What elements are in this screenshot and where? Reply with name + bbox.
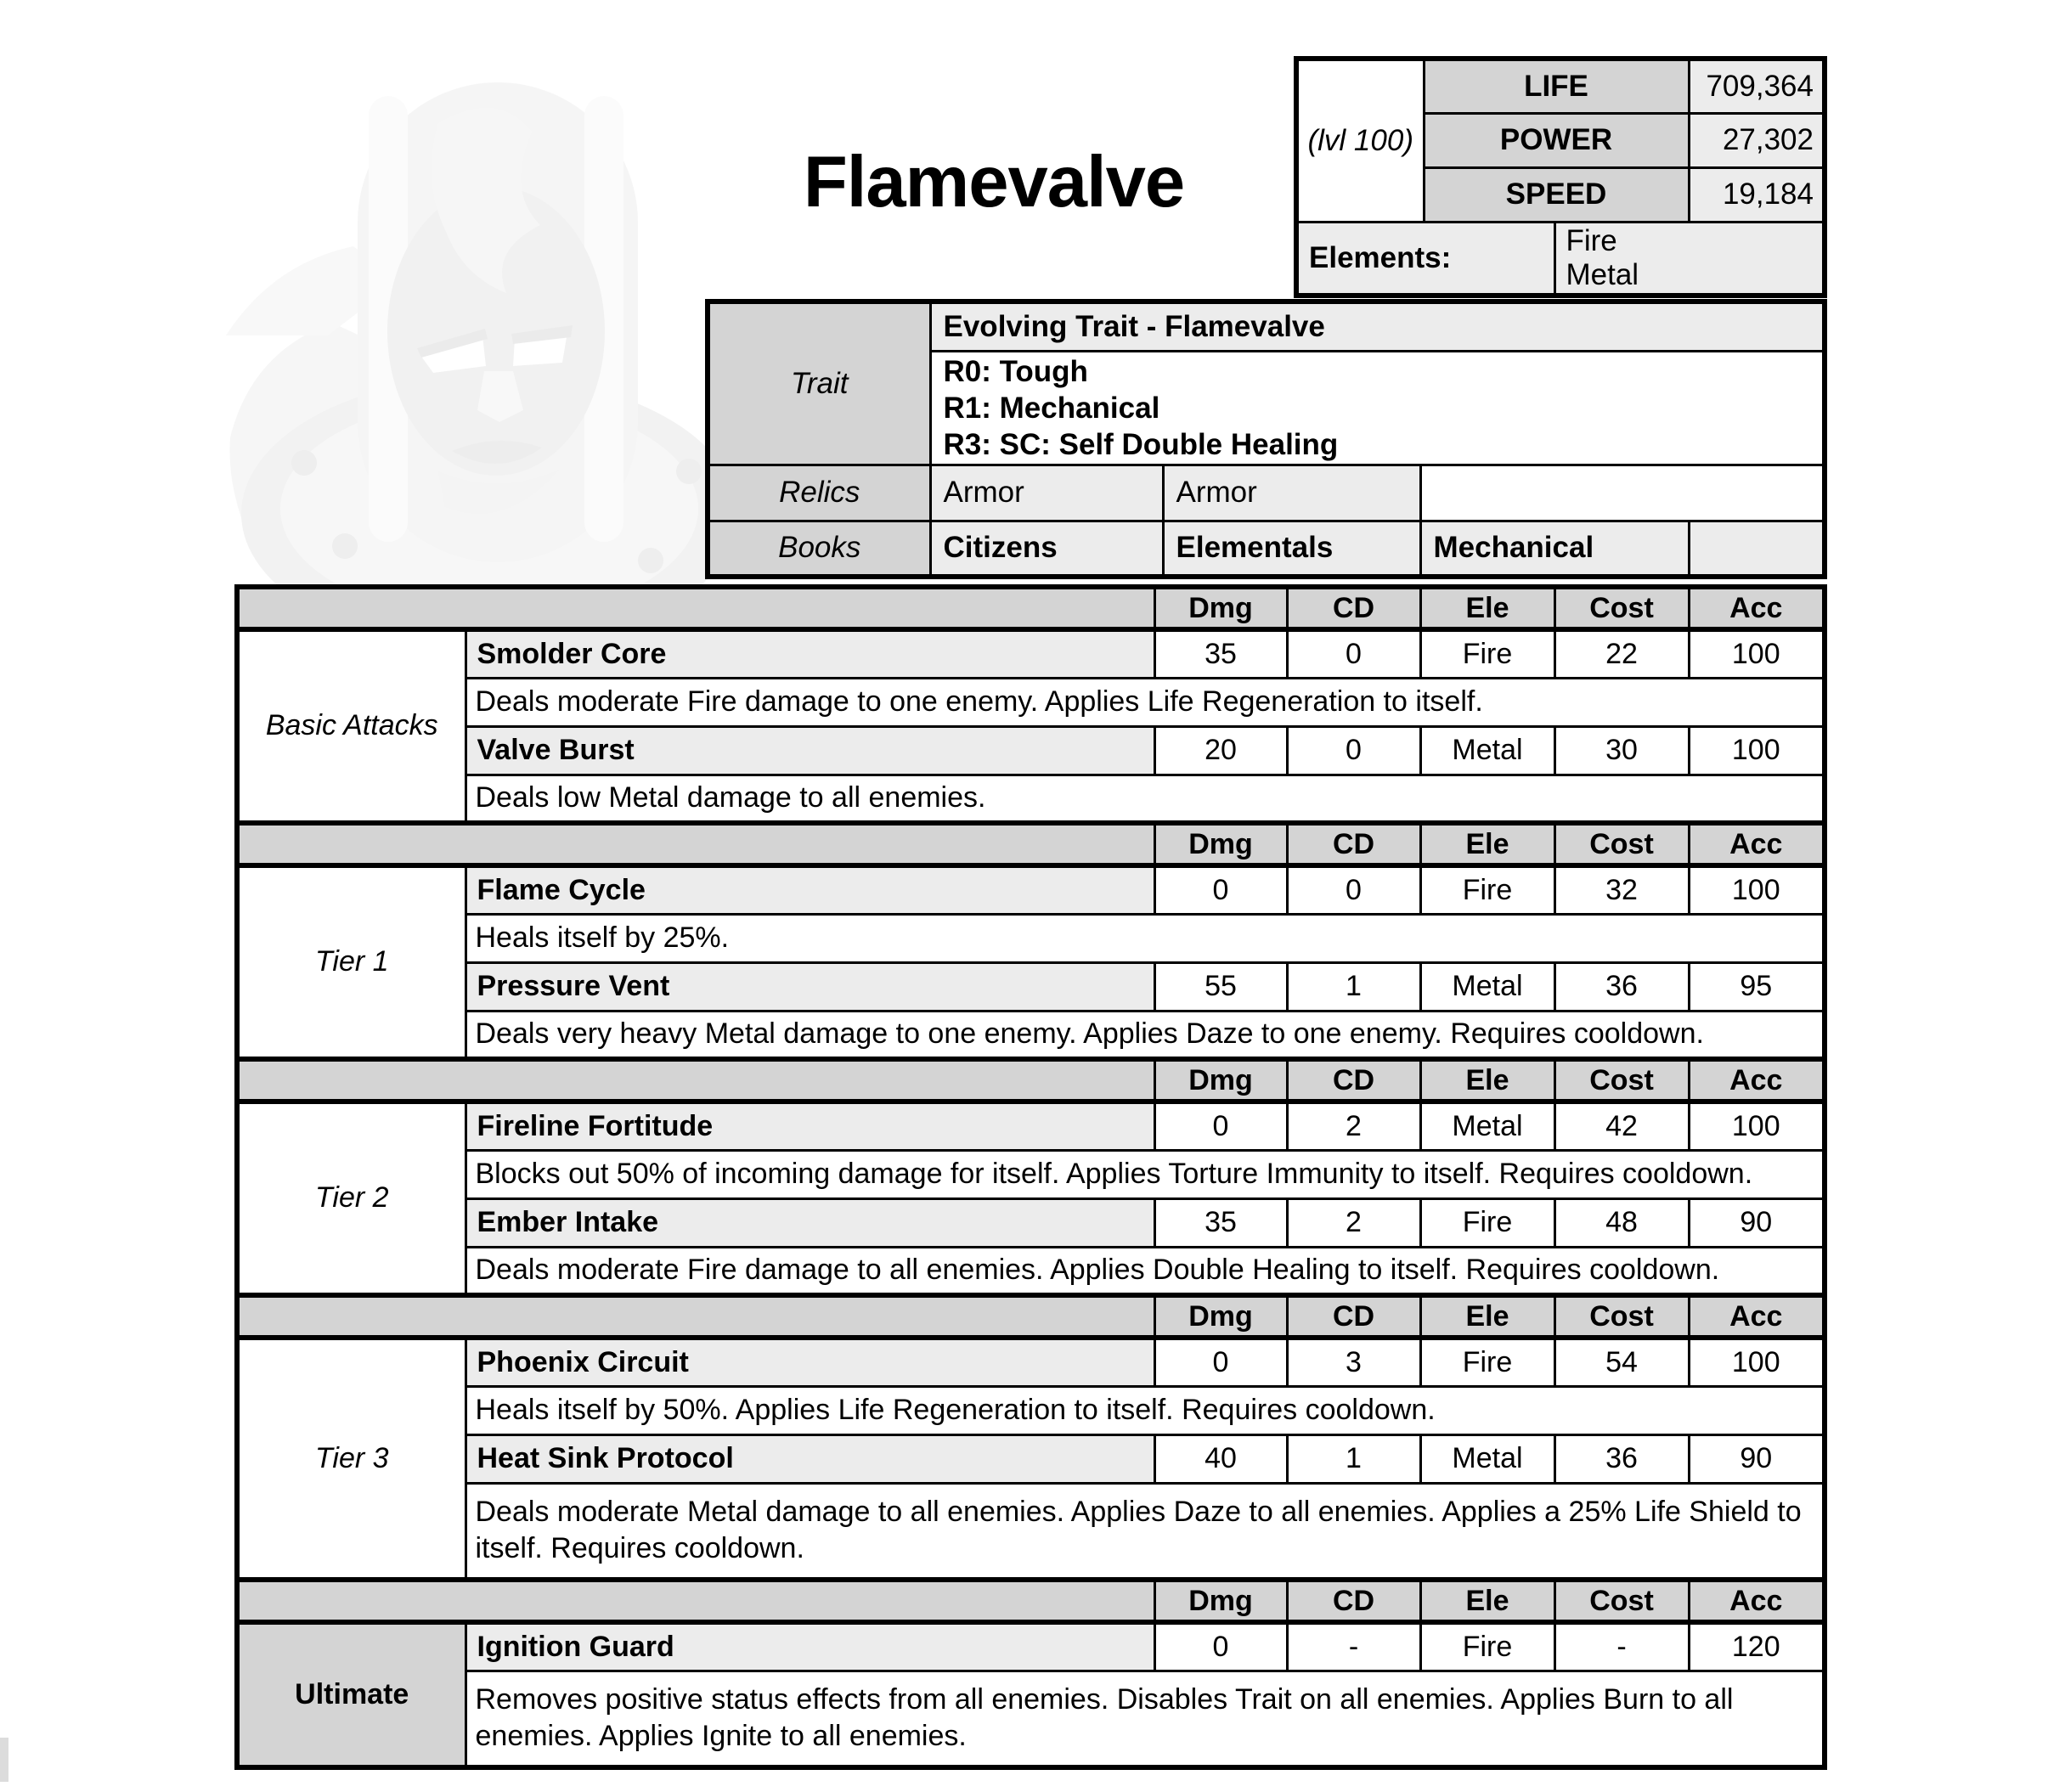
attack-cd-value: 0 <box>1287 629 1420 678</box>
attack-name: Pressure Vent <box>465 962 1154 1011</box>
level-label: (lvl 100) <box>1296 59 1424 222</box>
attack-cd-value: - <box>1287 1622 1420 1671</box>
column-header-ele: Ele <box>1420 587 1554 629</box>
elements-values <box>1554 222 1825 296</box>
band-spacer <box>237 1580 1154 1622</box>
attack-dmg-value: 0 <box>1154 865 1287 914</box>
section-header-row <box>237 1295 1825 1338</box>
attack-description: Heals itself by 50%. Applies Life Regeneration to itself. Requires cooldown. <box>465 1386 1825 1434</box>
attack-dmg-value: 40 <box>1154 1434 1287 1483</box>
attack-ele-value: Metal <box>1420 726 1554 775</box>
column-header-dmg: Dmg <box>1154 587 1287 629</box>
attack-description-row <box>237 1150 1825 1198</box>
attack-cd-value: 0 <box>1287 865 1420 914</box>
attack-name: Heat Sink Protocol <box>465 1434 1154 1483</box>
attack-acc-value: 100 <box>1689 726 1825 775</box>
attack-ele-value: Fire <box>1420 1622 1554 1671</box>
column-header-acc: Acc <box>1689 587 1825 629</box>
attack-description: Blocks out 50% of incoming damage for itself. Applies Torture Immunity to itself. Requires cooldown. <box>465 1150 1825 1198</box>
scan-edge-artifact <box>0 1738 8 1782</box>
trait-rank-1: R1: Mechanical <box>943 391 1160 425</box>
column-header-dmg: Dmg <box>1154 1295 1287 1338</box>
attack-name: Smolder Core <box>465 629 1154 678</box>
attack-cost-value: 54 <box>1554 1338 1689 1386</box>
attack-name-row <box>237 1198 1825 1247</box>
attack-ele-value: Metal <box>1420 962 1554 1011</box>
attack-name-row <box>237 962 1825 1011</box>
attack-cd-value: 0 <box>1287 726 1420 775</box>
relic-slot-2: Armor <box>1163 465 1420 521</box>
relics-row <box>708 465 1825 521</box>
column-header-cd: CD <box>1287 1059 1420 1102</box>
attack-name-row <box>237 865 1825 914</box>
attack-name: Fireline Fortitude <box>465 1102 1154 1150</box>
attack-ele-value: Fire <box>1420 865 1554 914</box>
attack-cost-value: 42 <box>1554 1102 1689 1150</box>
attack-ele-value: Fire <box>1420 629 1554 678</box>
column-header-acc: Acc <box>1689 1580 1825 1622</box>
attack-description-row <box>237 1011 1825 1059</box>
stat-label-power: POWER <box>1424 113 1689 167</box>
page-title: Flamevalve <box>803 142 1185 223</box>
section-header-row <box>237 587 1825 629</box>
attack-description: Deals very heavy Metal damage to one enemy. Applies Daze to one enemy. Requires cooldown. <box>465 1011 1825 1059</box>
attack-description-row <box>237 678 1825 726</box>
attack-dmg-value: 0 <box>1154 1622 1287 1671</box>
attack-cost-value: 48 <box>1554 1198 1689 1247</box>
attack-description-row <box>237 914 1825 962</box>
trait-name: Evolving Trait - Flamevalve <box>930 301 1825 351</box>
attack-ele-value: Metal <box>1420 1102 1554 1150</box>
attack-cost-value: 32 <box>1554 865 1689 914</box>
column-header-cost: Cost <box>1554 1295 1689 1338</box>
attack-acc-value: 100 <box>1689 865 1825 914</box>
attack-acc-value: 100 <box>1689 1338 1825 1386</box>
column-header-dmg: Dmg <box>1154 1059 1287 1102</box>
books-row <box>708 521 1825 577</box>
trait-rank-2: R3: SC: Self Double Healing <box>943 427 1339 461</box>
book-slot-empty <box>1689 521 1825 577</box>
attack-name-row <box>237 629 1825 678</box>
attack-description: Deals moderate Fire damage to one enemy. Applies Life Regeneration to itself. <box>465 678 1825 726</box>
attack-description-row <box>237 1247 1825 1295</box>
section-header-row <box>237 1059 1825 1102</box>
attack-ele-value: Metal <box>1420 1434 1554 1483</box>
attack-name: Phoenix Circuit <box>465 1338 1154 1386</box>
book-slot-2: Elementals <box>1163 521 1420 577</box>
attack-table <box>234 584 1827 1770</box>
column-header-acc: Acc <box>1689 1059 1825 1102</box>
column-header-cd: CD <box>1287 1580 1420 1622</box>
stat-label-speed: SPEED <box>1424 167 1689 222</box>
attack-cost-value: 22 <box>1554 629 1689 678</box>
attack-name-row <box>237 1434 1825 1483</box>
section-label: Tier 3 <box>237 1338 465 1580</box>
column-header-cd: CD <box>1287 1295 1420 1338</box>
relic-slot-1: Armor <box>930 465 1163 521</box>
attack-cd-value: 1 <box>1287 962 1420 1011</box>
band-spacer <box>237 1295 1154 1338</box>
trait-table <box>705 299 1827 579</box>
attack-cost-value: - <box>1554 1622 1689 1671</box>
attack-dmg-value: 20 <box>1154 726 1287 775</box>
attack-acc-value: 120 <box>1689 1622 1825 1671</box>
column-header-ele: Ele <box>1420 823 1554 865</box>
stat-label-life: LIFE <box>1424 59 1689 113</box>
book-slot-3: Mechanical <box>1420 521 1689 577</box>
section-label: Tier 1 <box>237 865 465 1059</box>
attack-name-row <box>237 1338 1825 1386</box>
column-header-cost: Cost <box>1554 1580 1689 1622</box>
attack-acc-value: 100 <box>1689 1102 1825 1150</box>
attack-ele-value: Fire <box>1420 1338 1554 1386</box>
band-spacer <box>237 823 1154 865</box>
attack-description: Deals moderate Fire damage to all enemies. Applies Double Healing to itself. Requires cooldown. <box>465 1247 1825 1295</box>
column-header-acc: Acc <box>1689 823 1825 865</box>
attack-name: Ignition Guard <box>465 1622 1154 1671</box>
attack-description-row <box>237 1671 1825 1767</box>
section-label: Ultimate <box>237 1622 465 1767</box>
column-header-cost: Cost <box>1554 1059 1689 1102</box>
band-spacer <box>237 587 1154 629</box>
attack-description: Heals itself by 25%. <box>465 914 1825 962</box>
attack-name: Ember Intake <box>465 1198 1154 1247</box>
attack-cost-value: 36 <box>1554 1434 1689 1483</box>
stat-row <box>1296 59 1825 113</box>
stat-value-speed: 19,184 <box>1689 167 1825 222</box>
attack-name-row <box>237 1102 1825 1150</box>
column-header-ele: Ele <box>1420 1580 1554 1622</box>
attack-acc-value: 95 <box>1689 962 1825 1011</box>
element-fire: Fire <box>1566 223 1617 257</box>
attack-cost-value: 30 <box>1554 726 1689 775</box>
stat-value-power: 27,302 <box>1689 113 1825 167</box>
band-spacer <box>237 1059 1154 1102</box>
column-header-cost: Cost <box>1554 587 1689 629</box>
section-label: Basic Attacks <box>237 629 465 823</box>
attack-name-row <box>237 726 1825 775</box>
stats-table <box>1294 56 1827 298</box>
attack-description-row <box>237 775 1825 823</box>
element-metal: Metal <box>1566 257 1639 291</box>
attack-cd-value: 3 <box>1287 1338 1420 1386</box>
attack-name: Valve Burst <box>465 726 1154 775</box>
attack-name: Flame Cycle <box>465 865 1154 914</box>
attack-description: Deals low Metal damage to all enemies. <box>465 775 1825 823</box>
column-header-cd: CD <box>1287 587 1420 629</box>
attack-cost-value: 36 <box>1554 962 1689 1011</box>
attack-cd-value: 2 <box>1287 1102 1420 1150</box>
attack-name-row <box>237 1622 1825 1671</box>
attack-description: Deals moderate Metal damage to all enemies. Applies Daze to all enemies. Applies a 25% Life Shield to itself. Requires cooldown. <box>465 1483 1825 1580</box>
relic-slot-empty <box>1420 465 1825 521</box>
book-slot-1: Citizens <box>930 521 1163 577</box>
column-header-ele: Ele <box>1420 1059 1554 1102</box>
attack-acc-value: 90 <box>1689 1198 1825 1247</box>
column-header-cd: CD <box>1287 823 1420 865</box>
column-header-acc: Acc <box>1689 1295 1825 1338</box>
attack-acc-value: 100 <box>1689 629 1825 678</box>
attack-dmg-value: 35 <box>1154 1198 1287 1247</box>
section-header-row <box>237 823 1825 865</box>
attack-cd-value: 2 <box>1287 1198 1420 1247</box>
attack-description: Removes positive status effects from all enemies. Disables Trait on all enemies. Applies Burn to all enemies. Applies Ignite to all enemies. <box>465 1671 1825 1767</box>
trait-rank-0: R0: Tough <box>943 354 1088 388</box>
attack-ele-value: Fire <box>1420 1198 1554 1247</box>
trait-row-label: Trait <box>708 301 930 465</box>
attack-acc-value: 90 <box>1689 1434 1825 1483</box>
attack-description-row <box>237 1386 1825 1434</box>
attack-dmg-value: 0 <box>1154 1338 1287 1386</box>
attack-cd-value: 1 <box>1287 1434 1420 1483</box>
attack-dmg-value: 55 <box>1154 962 1287 1011</box>
relics-row-label: Relics <box>708 465 930 521</box>
attack-dmg-value: 35 <box>1154 629 1287 678</box>
column-header-dmg: Dmg <box>1154 1580 1287 1622</box>
section-header-row <box>237 1580 1825 1622</box>
attack-dmg-value: 0 <box>1154 1102 1287 1150</box>
attack-description-row <box>237 1483 1825 1580</box>
column-header-ele: Ele <box>1420 1295 1554 1338</box>
trait-header-row <box>708 301 1825 351</box>
elements-label: Elements: <box>1296 222 1554 296</box>
trait-ranks <box>930 351 1825 465</box>
column-header-cost: Cost <box>1554 823 1689 865</box>
books-row-label: Books <box>708 521 930 577</box>
stat-value-life: 709,364 <box>1689 59 1825 113</box>
section-label: Tier 2 <box>237 1102 465 1295</box>
elements-row <box>1296 222 1825 296</box>
column-header-dmg: Dmg <box>1154 823 1287 865</box>
